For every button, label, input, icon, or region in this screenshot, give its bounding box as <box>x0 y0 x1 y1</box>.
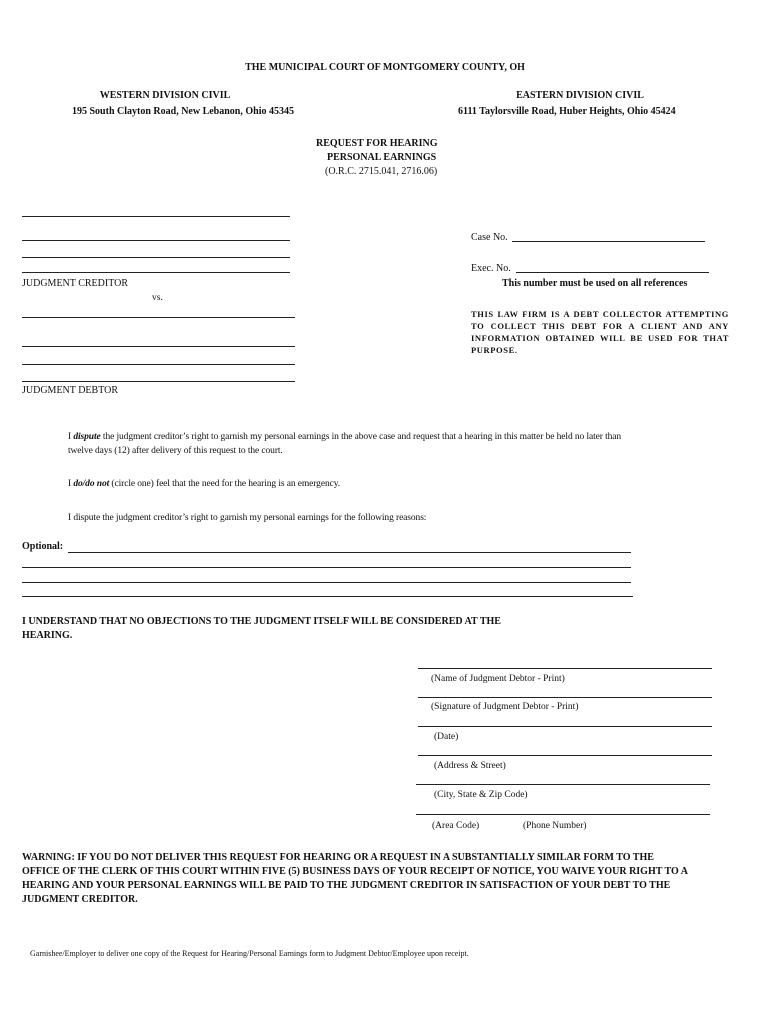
exec-number-label: Exec. No. <box>471 263 511 274</box>
debtor-signature-line[interactable] <box>418 697 712 698</box>
debtor-signature-label: (Signature of Judgment Debtor - Print) <box>431 702 579 712</box>
eastern-division-address: 6111 Taylorsville Road, Huber Heights, Ohio 45424 <box>458 106 676 117</box>
debtor-line-4[interactable] <box>22 381 295 382</box>
debt-collector-notice: THIS LAW FIRM IS A DEBT COLLECTOR ATTEMPTING TO COLLECT THIS DEBT FOR A CLIENT AND ANY INFORMATION OBTAINED WILL BE USED FOR THAT PURPOSE. <box>471 309 729 355</box>
form-title-line-2: PERSONAL EARNINGS <box>327 152 437 163</box>
debtor-name-label: (Name of Judgment Debtor - Print) <box>431 674 565 684</box>
emergency-text: (circle one) feel that the need for the hearing is an emergency. <box>109 479 341 489</box>
optional-reason-line-2[interactable] <box>22 567 631 568</box>
optional-reason-line-1[interactable] <box>68 552 631 553</box>
dispute-paragraph <box>68 430 633 458</box>
creditor-line-2[interactable] <box>22 240 290 241</box>
debtor-line-2[interactable] <box>22 346 295 347</box>
judgment-debtor-label: JUDGMENT DEBTOR <box>22 385 119 396</box>
city-label: (City, State & Zip Code) <box>434 790 528 800</box>
area-code-label: (Area Code) <box>432 821 480 831</box>
emergency-paragraph <box>68 477 633 491</box>
creditor-line-1[interactable] <box>22 216 290 217</box>
optional-reason-line-4[interactable] <box>22 596 633 597</box>
address-label: (Address & Street) <box>434 761 506 771</box>
exec-number-field[interactable] <box>516 272 709 273</box>
dispute-emphasis: dispute <box>73 432 101 442</box>
phone-number-label: (Phone Number) <box>523 821 587 831</box>
versus-label: vs. <box>152 293 163 303</box>
creditor-line-3[interactable] <box>22 257 290 258</box>
statute-reference: (O.R.C. 2715.041, 2716.06) <box>325 166 438 177</box>
emergency-i: I <box>68 479 74 489</box>
optional-reason-line-3[interactable] <box>22 582 631 583</box>
case-number-label: Case No. <box>471 232 508 243</box>
debtor-name-line[interactable] <box>418 668 712 669</box>
phone-line[interactable] <box>416 814 710 815</box>
reasons-paragraph: I dispute the judgment creditor’s right to garnish my personal earnings for the following reasons: <box>68 513 427 523</box>
reference-note: This number must be used on all references <box>502 278 688 289</box>
dispute-i: I <box>68 432 74 442</box>
emergency-emphasis: do/do not <box>73 479 110 489</box>
western-division-name: WESTERN DIVISION CIVIL <box>99 90 231 101</box>
optional-label: Optional: <box>22 541 64 552</box>
court-title: THE MUNICIPAL COURT OF MONTGOMERY COUNTY, OH <box>245 62 525 73</box>
form-title-line-1: REQUEST FOR HEARING <box>316 138 438 149</box>
warning-notice: WARNING: IF YOU DO NOT DELIVER THIS REQUEST FOR HEARING OR A REQUEST IN A SUBSTANTIALLY SIMILAR FORM TO THE OFFICE OF THE CLERK OF THIS COURT WITHIN FIVE (5) BUSINESS DAYS OF YOUR RECEIPT OF NOTICE, YOU WAIVE YOUR RIGHT TO A HEARING AND YOUR PERSONAL EARNINGS WILL BE PAID TO THE JUDGMENT CREDITOR IN SATISFACTION OF YOUR DEBT TO THE JUDGMENT CREDITOR. <box>22 852 688 905</box>
debtor-line-3[interactable] <box>22 364 295 365</box>
footer-note: Garnishee/Employer to deliver one copy of the Request for Hearing/Personal Earnings form to Judgment Debtor/Employee upon receipt. <box>30 949 469 958</box>
understand-statement: I UNDERSTAND THAT NO OBJECTIONS TO THE JUDGMENT ITSELF WILL BE CONSIDERED AT THE HEARING. <box>22 616 501 641</box>
eastern-division-name: EASTERN DIVISION CIVIL <box>516 90 644 101</box>
creditor-line-4[interactable] <box>22 272 290 273</box>
address-line[interactable] <box>418 755 712 756</box>
western-division-address: 195 South Clayton Road, New Lebanon, Ohio 45345 <box>72 106 294 117</box>
city-line[interactable] <box>416 784 710 785</box>
date-line[interactable] <box>418 726 712 727</box>
judgment-creditor-label: JUDGMENT CREDITOR <box>22 278 129 289</box>
date-label: (Date) <box>434 732 459 742</box>
debtor-line-1[interactable] <box>22 317 295 318</box>
case-number-field[interactable] <box>512 241 705 242</box>
dispute-text: the judgment creditor’s right to garnish my personal earnings in the above case and request that a hearing in this matter be held no later than twelve days (12) after delivery of this request to the court. <box>68 432 622 456</box>
